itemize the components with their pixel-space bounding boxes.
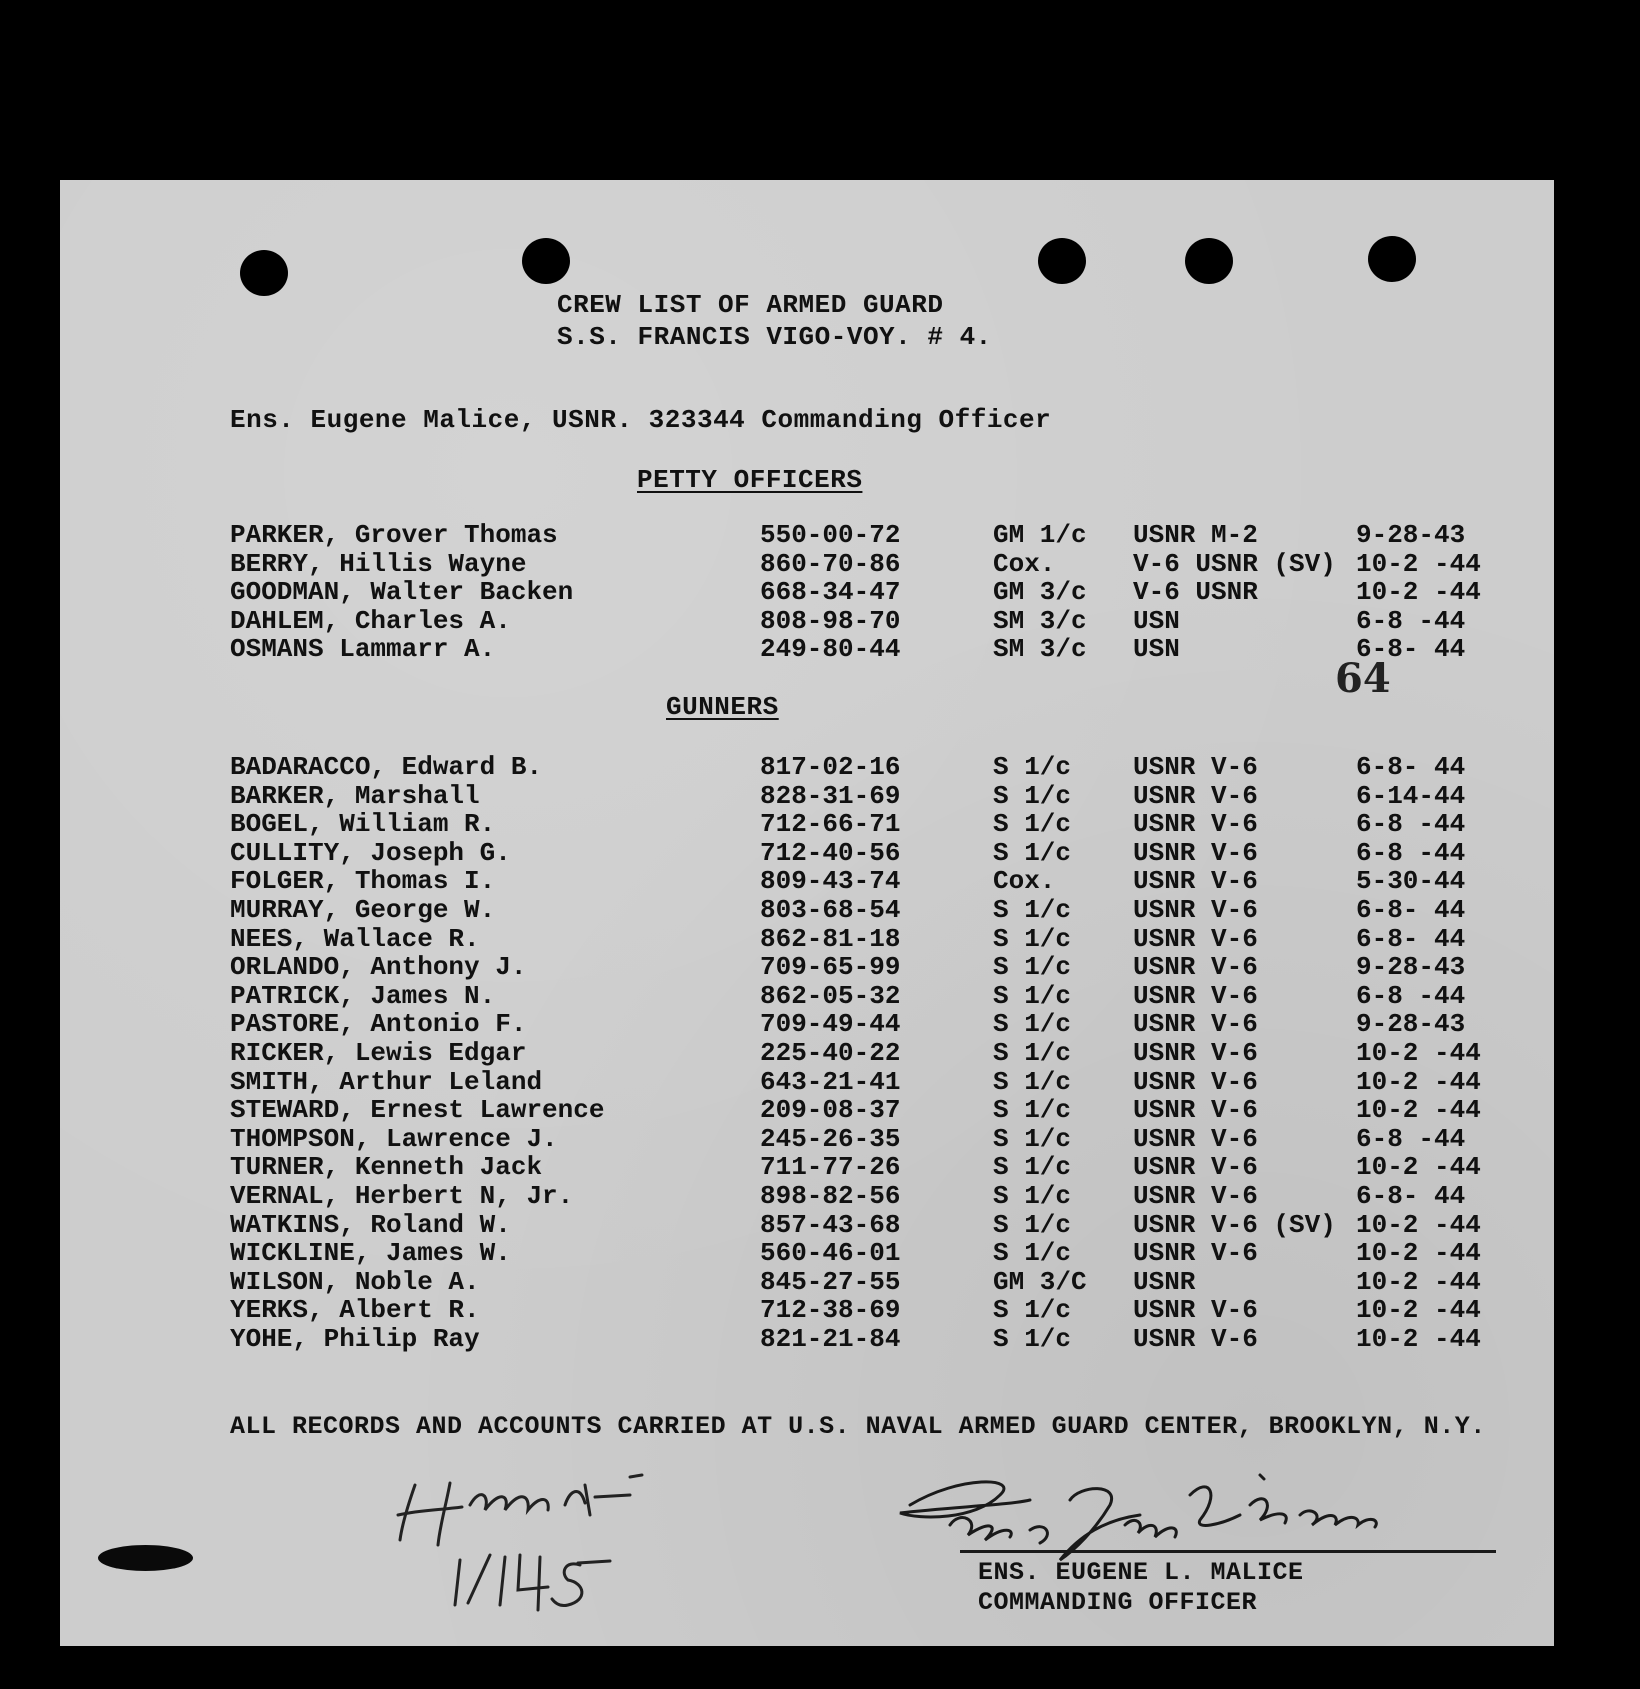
service-branch: USNR V-6 xyxy=(1133,752,1258,782)
crew-row xyxy=(60,1095,1554,1124)
service-branch: USNR V-6 xyxy=(1133,1095,1258,1126)
punch-hole xyxy=(1185,238,1233,284)
crew-row xyxy=(60,1210,1554,1239)
crew-row xyxy=(60,577,1554,606)
enlistment-date: 6-8- 44 xyxy=(1356,1181,1466,1211)
crew-name: DAHLEM, Charles A. xyxy=(230,605,511,636)
rating: GM 3/C xyxy=(993,1266,1087,1297)
enlistment-date: 10-2 -44 xyxy=(1356,1152,1481,1183)
service-branch: USN xyxy=(1133,605,1180,636)
service-number: 225-40-22 xyxy=(760,1038,901,1068)
service-number: 712-40-56 xyxy=(760,837,901,868)
crew-row xyxy=(60,924,1554,953)
crew-row xyxy=(60,606,1554,635)
service-branch: USNR M-2 xyxy=(1133,520,1258,550)
enlistment-date: 10-2 -44 xyxy=(1356,577,1481,608)
rating: S 1/c xyxy=(993,837,1072,868)
crew-name: YERKS, Albert R. xyxy=(230,1295,480,1326)
records-note: ALL RECORDS AND ACCOUNTS CARRIED AT U.S. NAVAL ARMED GUARD CENTER, BROOKLYN, N.Y. xyxy=(230,1412,1486,1441)
rating: S 1/c xyxy=(993,1066,1072,1097)
service-number: 857-43-68 xyxy=(760,1209,901,1240)
service-branch: USNR V-6 xyxy=(1133,895,1258,925)
service-branch: USNR V-6 xyxy=(1133,809,1258,840)
service-number: 209-08-37 xyxy=(760,1095,901,1126)
enlistment-date: 6-8 -44 xyxy=(1356,980,1466,1011)
service-number: 668-34-47 xyxy=(760,577,901,608)
enlistment-date: 10-2 -44 xyxy=(1356,1324,1481,1354)
crew-name: PASTORE, Antonio F. xyxy=(230,1009,527,1040)
rating: Cox. xyxy=(993,548,1056,579)
enlistment-date: 10-2 -44 xyxy=(1356,1266,1481,1297)
service-number: 845-27-55 xyxy=(760,1266,901,1297)
crew-row xyxy=(60,1238,1554,1267)
crew-name: TURNER, Kenneth Jack xyxy=(230,1152,543,1183)
crew-row xyxy=(60,1038,1554,1067)
service-number: 809-43-74 xyxy=(760,866,901,897)
crew-row xyxy=(60,1267,1554,1296)
rating: S 1/c xyxy=(993,923,1072,954)
crew-row xyxy=(60,866,1554,895)
rating: S 1/c xyxy=(993,752,1072,782)
crew-row xyxy=(60,895,1554,924)
enlistment-date: 9-28-43 xyxy=(1356,520,1466,550)
service-branch: V-6 USNR xyxy=(1133,577,1258,608)
rating: S 1/c xyxy=(993,780,1072,811)
crew-row xyxy=(60,781,1554,810)
rating: SM 3/c xyxy=(993,634,1087,665)
service-number: 709-49-44 xyxy=(760,1009,901,1040)
page-number: 64 xyxy=(1335,655,1391,702)
crew-row xyxy=(60,549,1554,578)
service-number: 643-21-41 xyxy=(760,1066,901,1097)
service-number: 821-21-84 xyxy=(760,1324,901,1354)
rating: S 1/c xyxy=(993,980,1072,1011)
enlistment-date: 9-28-43 xyxy=(1356,1009,1466,1040)
crew-name: WILSON, Noble A. xyxy=(230,1266,480,1297)
rating: S 1/c xyxy=(993,809,1072,840)
service-branch: USNR V-6 xyxy=(1133,1181,1258,1211)
rating: S 1/c xyxy=(993,1295,1072,1326)
crew-row xyxy=(60,1295,1554,1324)
service-number: 711-77-26 xyxy=(760,1152,901,1183)
rating: S 1/c xyxy=(993,1238,1072,1269)
crew-name: THOMPSON, Lawrence J. xyxy=(230,1123,558,1154)
crew-name: BARKER, Marshall xyxy=(230,780,480,811)
crew-name: BADARACCO, Edward B. xyxy=(230,752,543,782)
service-branch: V-6 USNR (SV) xyxy=(1133,548,1336,579)
crew-row xyxy=(60,1181,1554,1210)
crew-name: SMITH, Arthur Leland xyxy=(230,1066,543,1097)
crew-name: WICKLINE, James W. xyxy=(230,1238,511,1269)
title-line-1: CREW LIST OF ARMED GUARD xyxy=(557,290,944,320)
document-page xyxy=(60,180,1554,1646)
crew-name: ORLANDO, Anthony J. xyxy=(230,952,527,983)
service-number: 862-81-18 xyxy=(760,923,901,954)
enlistment-date: 10-2 -44 xyxy=(1356,1295,1481,1326)
rating: S 1/c xyxy=(993,1152,1072,1183)
service-branch: USNR V-6 xyxy=(1133,1238,1258,1269)
crew-name: FOLGER, Thomas I. xyxy=(230,866,496,897)
punch-hole xyxy=(240,250,288,296)
crew-name: STEWARD, Ernest Lawrence xyxy=(230,1095,605,1126)
crew-name: CULLITY, Joseph G. xyxy=(230,837,511,868)
service-branch: USN xyxy=(1133,634,1180,665)
service-number: 862-05-32 xyxy=(760,980,901,1011)
rating: GM 3/c xyxy=(993,577,1087,608)
crew-name: OSMANS Lammarr A. xyxy=(230,634,496,665)
enlistment-date: 6-8- 44 xyxy=(1356,895,1466,925)
crew-row xyxy=(60,1124,1554,1153)
rating: Cox. xyxy=(993,866,1056,897)
rating: S 1/c xyxy=(993,1181,1072,1211)
service-number: 249-80-44 xyxy=(760,634,901,665)
rating: S 1/c xyxy=(993,952,1072,983)
enlistment-date: 10-2 -44 xyxy=(1356,1066,1481,1097)
enlistment-date: 6-8 -44 xyxy=(1356,837,1466,868)
service-branch: USNR V-6 xyxy=(1133,1009,1258,1040)
crew-row xyxy=(60,1009,1554,1038)
crew-row xyxy=(60,981,1554,1010)
service-number: 245-26-35 xyxy=(760,1123,901,1154)
service-number: 712-66-71 xyxy=(760,809,901,840)
crew-name: WATKINS, Roland W. xyxy=(230,1209,511,1240)
enlistment-date: 5-30-44 xyxy=(1356,866,1466,897)
enlistment-date: 6-8 -44 xyxy=(1356,605,1466,636)
crew-row xyxy=(60,1067,1554,1096)
service-branch: USNR V-6 xyxy=(1133,1038,1258,1068)
service-number: 898-82-56 xyxy=(760,1181,901,1211)
service-branch: USNR xyxy=(1133,1266,1196,1297)
service-branch: USNR V-6 xyxy=(1133,1295,1258,1326)
rating: SM 3/c xyxy=(993,605,1087,636)
rating: S 1/c xyxy=(993,1095,1072,1126)
crew-row xyxy=(60,520,1554,549)
crew-name: NEES, Wallace R. xyxy=(230,923,480,954)
crew-name: VERNAL, Herbert N, Jr. xyxy=(230,1181,574,1211)
crew-name: BERRY, Hillis Wayne xyxy=(230,548,527,579)
signature-line xyxy=(960,1550,1496,1553)
crew-name: PARKER, Grover Thomas xyxy=(230,520,558,550)
crew-row xyxy=(60,952,1554,981)
enlistment-date: 10-2 -44 xyxy=(1356,1095,1481,1126)
service-branch: USNR V-6 xyxy=(1133,1123,1258,1154)
service-branch: USNR V-6 xyxy=(1133,1066,1258,1097)
service-branch: USNR V-6 xyxy=(1133,837,1258,868)
service-number: 803-68-54 xyxy=(760,895,901,925)
ink-blot xyxy=(98,1545,193,1571)
enlistment-date: 6-14-44 xyxy=(1356,780,1466,811)
crew-row xyxy=(60,1324,1554,1353)
crew-name: GOODMAN, Walter Backen xyxy=(230,577,574,608)
service-branch: USNR V-6 xyxy=(1133,980,1258,1011)
service-branch: USNR V-6 xyxy=(1133,952,1258,983)
enlistment-date: 10-2 -44 xyxy=(1356,548,1481,579)
gunners-heading: GUNNERS xyxy=(666,692,779,722)
crew-name: MURRAY, George W. xyxy=(230,895,496,925)
enlistment-date: 10-2 -44 xyxy=(1356,1209,1481,1240)
service-branch: USNR V-6 xyxy=(1133,866,1258,897)
rating: S 1/c xyxy=(993,1209,1072,1240)
crew-name: BOGEL, William R. xyxy=(230,809,496,840)
enlistment-date: 10-2 -44 xyxy=(1356,1238,1481,1269)
service-number: 828-31-69 xyxy=(760,780,901,811)
service-branch: USNR V-6 xyxy=(1133,923,1258,954)
crew-row xyxy=(60,752,1554,781)
service-number: 550-00-72 xyxy=(760,520,901,550)
rating: S 1/c xyxy=(993,1324,1072,1354)
service-number: 808-98-70 xyxy=(760,605,901,636)
enlistment-date: 6-8- 44 xyxy=(1356,752,1466,782)
rating: S 1/c xyxy=(993,895,1072,925)
service-branch: USNR V-6 xyxy=(1133,1152,1258,1183)
enlistment-date: 6-8 -44 xyxy=(1356,809,1466,840)
punch-hole xyxy=(522,238,570,284)
crew-row xyxy=(60,809,1554,838)
service-number: 709-65-99 xyxy=(760,952,901,983)
enlistment-date: 6-8- 44 xyxy=(1356,923,1466,954)
crew-row xyxy=(60,1152,1554,1181)
title-line-2: S.S. FRANCIS VIGO-VOY. # 4. xyxy=(557,322,992,352)
service-branch: USNR V-6 xyxy=(1133,1324,1258,1354)
service-number: 817-02-16 xyxy=(760,752,901,782)
service-number: 712-38-69 xyxy=(760,1295,901,1326)
punch-hole xyxy=(1368,236,1416,282)
crew-name: RICKER, Lewis Edgar xyxy=(230,1038,527,1068)
crew-name: PATRICK, James N. xyxy=(230,980,496,1011)
rating: S 1/c xyxy=(993,1038,1072,1068)
enlistment-date: 9-28-43 xyxy=(1356,952,1466,983)
commanding-officer-line: Ens. Eugene Malice, USNR. 323344 Commanding Officer xyxy=(230,405,1052,435)
crew-row xyxy=(60,838,1554,867)
crew-row xyxy=(60,634,1554,663)
crew-name: YOHE, Philip Ray xyxy=(230,1324,480,1354)
signatory-title: COMMANDING OFFICER xyxy=(978,1588,1258,1617)
rating: GM 1/c xyxy=(993,520,1087,550)
rating: S 1/c xyxy=(993,1009,1072,1040)
signatory-name: ENS. EUGENE L. MALICE xyxy=(978,1558,1304,1587)
service-branch: USNR V-6 xyxy=(1133,780,1258,811)
rating: S 1/c xyxy=(993,1123,1072,1154)
enlistment-date: 6-8 -44 xyxy=(1356,1123,1466,1154)
service-branch: USNR V-6 (SV) xyxy=(1133,1209,1336,1240)
handwritten-initials-date xyxy=(380,1465,720,1615)
enlistment-date: 10-2 -44 xyxy=(1356,1038,1481,1068)
punch-hole xyxy=(1038,238,1086,284)
petty-officers-heading: PETTY OFFICERS xyxy=(637,465,863,495)
enlistment-date: 6-8- 44 xyxy=(1356,634,1466,665)
service-number: 860-70-86 xyxy=(760,548,901,579)
service-number: 560-46-01 xyxy=(760,1238,901,1269)
